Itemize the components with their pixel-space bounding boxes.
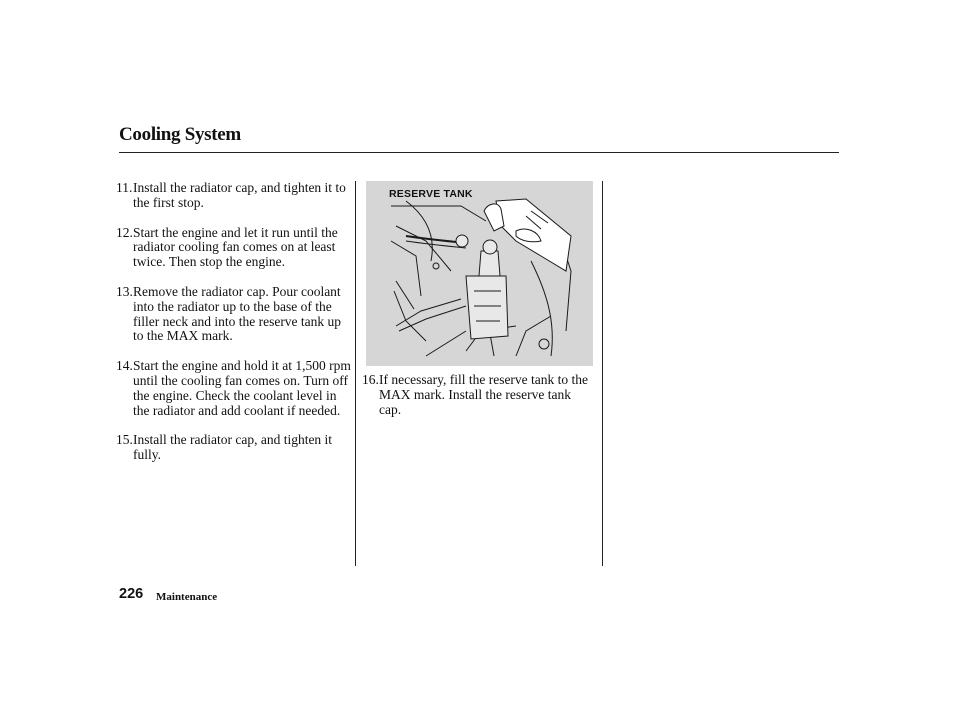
step-text: Start the engine and let it run until the radiator cooling fan comes on at least twice. Then stop the engine. (133, 224, 338, 270)
reserve-tank-illustration (366, 181, 593, 366)
step-number: 15. (116, 432, 133, 448)
step-text: Install the radiator cap, and tighten it fully. (133, 432, 333, 463)
step-text: Install the radiator cap, and tighten it to the first stop. (133, 180, 346, 210)
step-item (116, 433, 352, 463)
steps-column-2 (362, 373, 594, 432)
step-text: If necessary, fill the reserve tank to the MAX mark. Install the reserve tank cap. (379, 372, 589, 417)
reserve-tank-label: RESERVE TANK (389, 188, 473, 200)
page-title: Cooling System (119, 124, 241, 145)
step-item (116, 359, 352, 418)
section-name: Maintenance (156, 591, 218, 603)
engine-bay-drawing (366, 181, 593, 366)
step-item (362, 373, 594, 417)
step-number: 16. (362, 372, 379, 387)
step-number: 11. (116, 180, 133, 195)
page-number: 226 (119, 586, 144, 602)
step-item (116, 226, 352, 270)
title-rule (119, 152, 839, 153)
step-item (116, 285, 352, 344)
step-number: 13. (116, 283, 133, 299)
step-item (116, 181, 352, 211)
column-divider-right (602, 181, 603, 566)
step-text: Remove the radiator cap. Pour coolant into the radiator up to the base of the filler neck and into the reserve tank up to the MAX mark. (133, 283, 342, 344)
step-number: 12. (116, 224, 133, 240)
steps-column-1 (116, 181, 352, 478)
step-number: 14. (116, 358, 133, 374)
column-divider-left (355, 181, 356, 566)
step-text: Start the engine and hold it at 1,500 rpm until the cooling fan comes on. Turn off the engine. Check the coolant level in the radiator and add coolant if needed. (133, 358, 351, 418)
